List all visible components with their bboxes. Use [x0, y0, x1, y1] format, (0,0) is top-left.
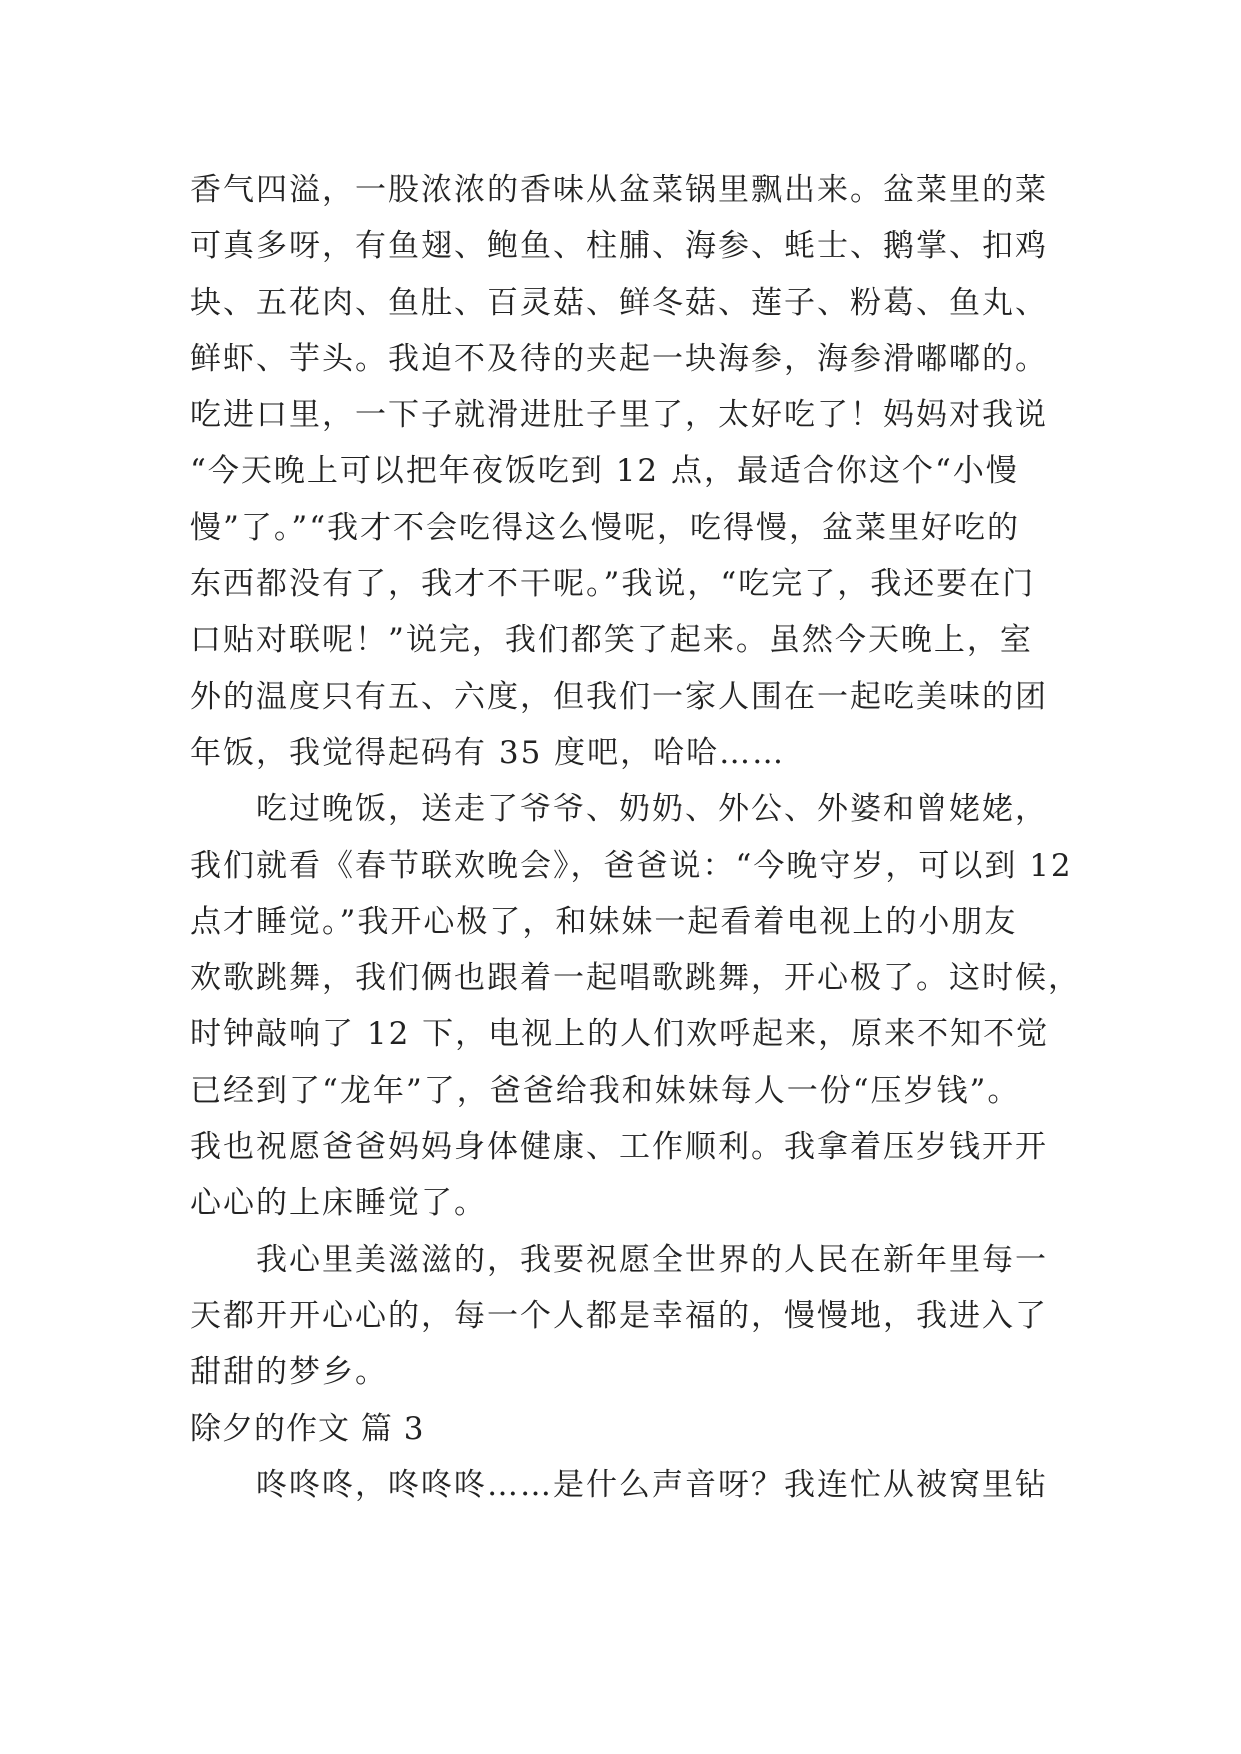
text-line: 鲜虾、芋头。我迫不及待的夹起一块海参，海参滑嘟嘟的。	[190, 340, 1048, 377]
text-line: “今天晚上可以把年夜饭吃到 12 点，最适合你这个“小慢	[190, 453, 1019, 490]
text-line: 时钟敲响了 12 下，电视上的人们欢呼起来，原来不知不觉	[190, 1016, 1050, 1053]
text-line: 吃进口里，一下子就滑进肚子里了，太好吃了！妈妈对我说	[190, 397, 1048, 434]
text-line: 块、五花肉、鱼肚、百灵菇、鲜冬菇、莲子、粉葛、鱼丸、	[190, 284, 1048, 321]
paragraph-2	[190, 781, 1081, 1231]
text-line: 天都开开心心的，每一个人都是幸福的，慢慢地，我进入了	[190, 1297, 1048, 1334]
text-line: 我们就看《春节联欢晚会》，爸爸说：“今晚守岁，可以到 12	[190, 847, 1073, 884]
section-heading: 除夕的作文 篇 3	[190, 1410, 425, 1447]
text-line: 欢歌跳舞，我们俩也跟着一起唱歌跳舞，开心极了。这时候，	[190, 960, 1081, 997]
text-line: 慢”了。”“我才不会吃得这么慢呢，吃得慢，盆菜里好吃的	[190, 509, 1021, 546]
text-line: 心心的上床睡觉了。	[190, 1185, 487, 1222]
text-line: 点才睡觉。”我开心极了，和妹妹一起看着电视上的小朋友	[190, 903, 1018, 940]
paragraph-3	[190, 1232, 1060, 1401]
text-line: 东西都没有了，我才不干呢。”我说，“吃完了，我还要在门	[190, 566, 1036, 603]
text-line: 香气四溢，一股浓浓的香味从盆菜锅里飘出来。盆菜里的菜	[190, 172, 1048, 208]
text-line: 我心里美滋滋的，我要祝愿全世界的人民在新年里每一	[256, 1241, 1048, 1278]
text-line: 外的温度只有五、六度，但我们一家人围在一起吃美味的团	[190, 678, 1048, 715]
paragraph-4	[190, 1457, 1060, 1513]
text-line: 年饭，我觉得起码有 35 度吧，哈哈……	[190, 734, 786, 771]
document-body	[190, 162, 1081, 1513]
text-line: 我也祝愿爸爸妈妈身体健康、工作顺利。我拿着压岁钱开开	[190, 1129, 1048, 1166]
text-line: 口贴对联呢！”说完，我们都笑了起来。虽然今天晚上，室	[190, 622, 1033, 659]
text-line: 已经到了“龙年”了，爸爸给我和妹妹每人一份“压岁钱”。	[190, 1072, 1021, 1109]
text-line: 可真多呀，有鱼翅、鲍鱼、柱脯、海参、蚝士、鹅掌、扣鸡	[190, 228, 1048, 265]
paragraph-1	[190, 162, 1060, 781]
text-line: 吃过晚饭，送走了爷爷、奶奶、外公、外婆和曾姥姥，	[256, 791, 1048, 828]
text-line: 咚咚咚，咚咚咚……是什么声音呀？我连忙从被窝里钻	[256, 1466, 1048, 1503]
text-line: 甜甜的梦乡。	[190, 1354, 388, 1391]
